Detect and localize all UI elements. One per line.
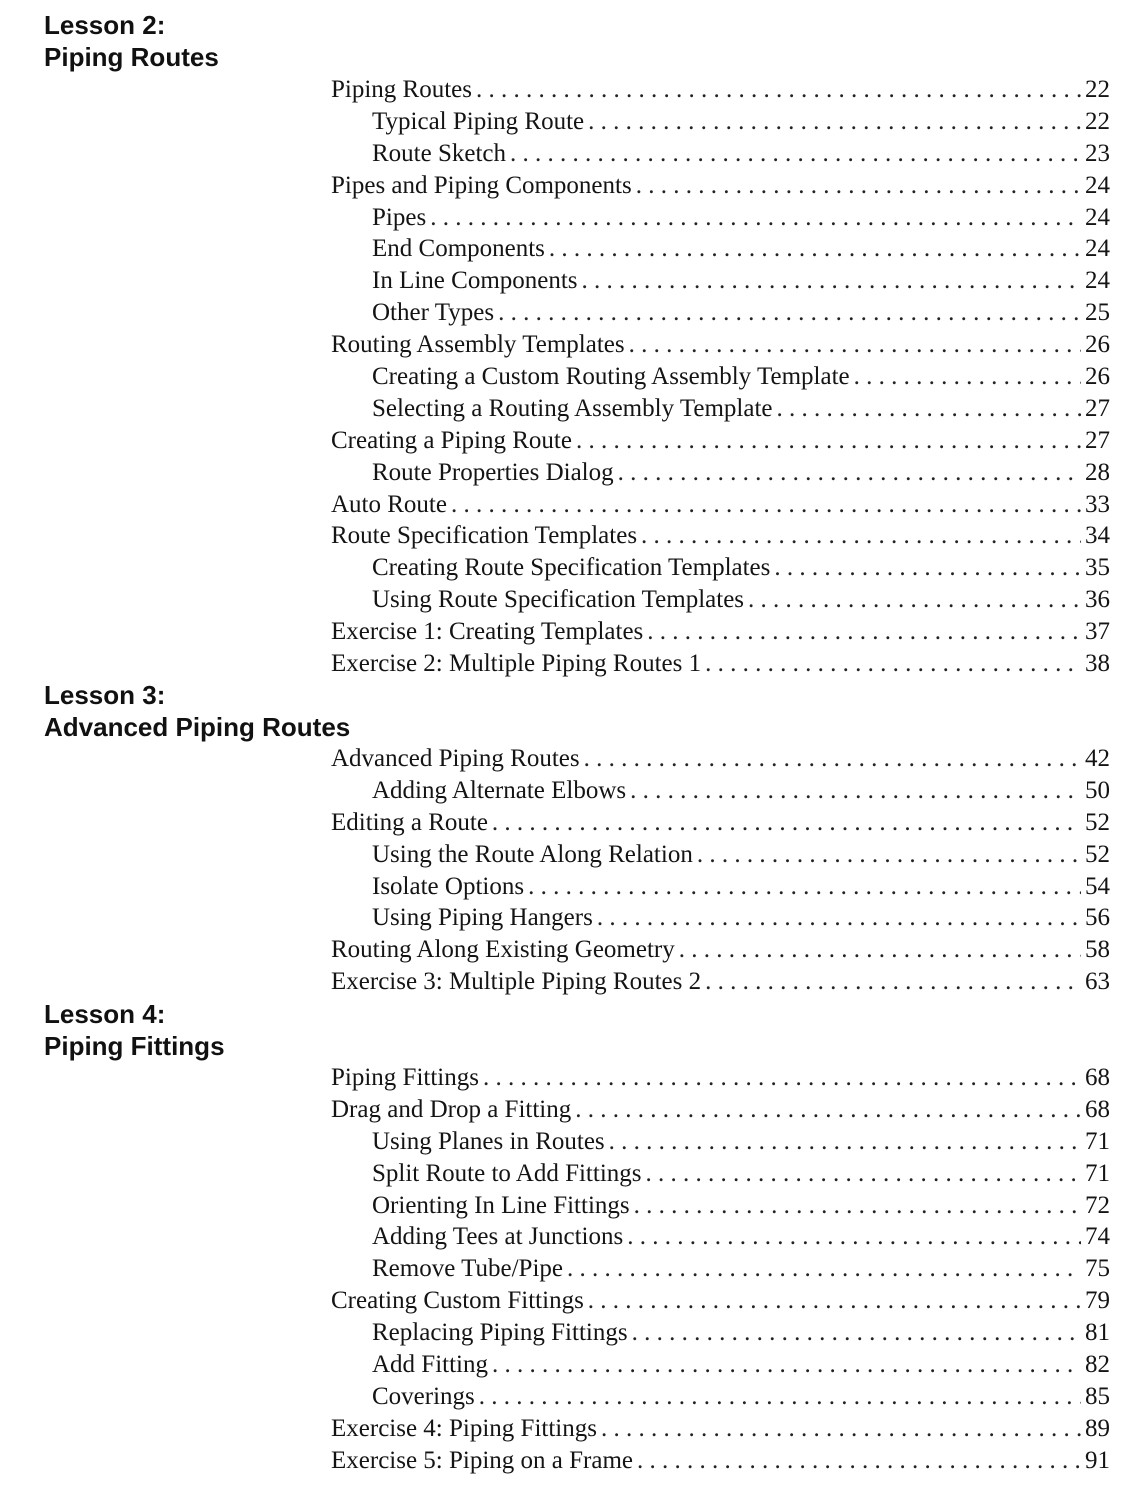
lesson-4-toc [0,1062,1146,1477]
toc-page-number: 34 [1085,522,1110,550]
lesson-title: Piping Fittings [44,1031,225,1061]
toc-entry[interactable] [331,425,1110,457]
dot-leader [476,74,1081,106]
toc-subentry[interactable] [372,297,1110,329]
dot-leader [647,616,1081,648]
toc-entry-title: End Components [372,235,545,263]
toc-page-number: 71 [1085,1127,1110,1155]
toc-entry-title: Using Planes in Routes [372,1127,605,1155]
dot-leader [679,934,1081,966]
dot-leader [854,361,1081,393]
dot-leader [451,489,1081,521]
dot-leader [576,425,1081,457]
toc-entry-title: Drag and Drop a Fitting [331,1095,572,1123]
toc-page-number: 89 [1085,1414,1110,1442]
toc-subentry[interactable] [372,361,1110,393]
toc-subentry[interactable] [372,1349,1110,1381]
dot-leader [646,1158,1082,1190]
dot-leader [588,1285,1081,1317]
lesson-label: Lesson 2: [44,10,166,40]
toc-entry[interactable] [331,170,1110,202]
toc-page-number: 42 [1085,745,1110,772]
toc-entry[interactable] [331,1285,1110,1317]
dot-leader [748,584,1081,616]
toc-page-number: 56 [1085,904,1110,932]
toc-subentry[interactable] [372,902,1110,934]
toc-page-number: 68 [1085,1095,1110,1123]
toc-page-number: 37 [1085,618,1110,646]
toc-subentry[interactable] [372,1381,1110,1413]
toc-page-number: 35 [1085,554,1110,582]
toc-subentry[interactable] [372,871,1110,903]
dot-leader [630,775,1081,807]
toc-entry-title: Routing Along Existing Geometry [331,936,675,964]
toc-subentry[interactable] [372,1253,1110,1285]
toc-subentry[interactable] [372,552,1110,584]
lesson-4-heading [44,998,225,1062]
dot-leader [609,1126,1081,1158]
toc-entry[interactable] [331,1445,1110,1477]
toc-entry-title: Adding Alternate Elbows [372,776,627,804]
toc-entry-title: Exercise 5: Piping on a Frame [331,1446,634,1474]
toc-entry-title: Orienting In Line Fittings [372,1191,630,1219]
lesson-title: Advanced Piping Routes [44,712,351,742]
toc-entry-title: Creating Custom Fittings [331,1287,584,1315]
dot-leader [582,265,1081,297]
toc-page-number: 82 [1085,1351,1110,1379]
toc-entry[interactable] [331,743,1110,775]
toc-entry[interactable] [331,329,1110,361]
dot-leader [697,839,1081,871]
dot-leader [636,170,1081,202]
dot-leader [528,871,1081,903]
dot-leader [510,138,1081,170]
toc-page-number: 26 [1085,331,1110,359]
toc-page-number: 38 [1085,650,1110,678]
dot-leader [705,648,1081,680]
toc-entry-title: Isolate Options [372,872,525,900]
dot-leader [632,1317,1081,1349]
toc-entry-title: Auto Route [331,490,447,518]
toc-subentry[interactable] [372,1158,1110,1190]
toc-entry-title: Piping Fittings [331,1064,479,1091]
toc-page-number: 24 [1085,235,1110,263]
dot-leader [774,552,1081,584]
dot-leader [629,329,1081,361]
toc-page-number: 24 [1085,203,1110,231]
toc-entry[interactable] [331,934,1110,966]
toc-page-number: 63 [1085,968,1110,996]
toc-entry-title: Other Types [372,299,495,327]
lesson-title: Piping Routes [44,42,219,72]
toc-subentry[interactable] [372,106,1110,138]
toc-subentry[interactable] [372,457,1110,489]
toc-entry-title: Pipes [372,203,427,231]
toc-subentry[interactable] [372,775,1110,807]
toc-subentry[interactable] [372,393,1110,425]
dot-leader [601,1413,1081,1445]
toc-page-number: 79 [1085,1287,1110,1315]
dot-leader [584,743,1081,775]
toc-entry[interactable] [331,807,1110,839]
toc-page-number: 50 [1085,776,1110,804]
dot-leader [430,202,1081,234]
toc-entry-title: Typical Piping Route [372,107,585,135]
lesson-2-toc [0,74,1146,680]
toc-page-number: 91 [1085,1446,1110,1474]
dot-leader [549,233,1081,265]
toc-entry[interactable] [331,1094,1110,1126]
lesson-3-heading [44,679,350,743]
toc-page-number: 27 [1085,426,1110,454]
dot-leader [637,1445,1081,1477]
toc-entry[interactable] [331,520,1110,552]
toc-subentry[interactable] [372,233,1110,265]
toc-entry-title: Using Route Specification Templates [372,586,745,614]
toc-page-number: 22 [1085,76,1110,103]
toc-entry-title: In Line Components [372,267,578,295]
toc-entry-title: Pipes and Piping Components [331,171,632,199]
dot-leader [492,1349,1081,1381]
toc-subentry[interactable] [372,138,1110,170]
dot-leader [627,1221,1081,1253]
toc-page-number: 22 [1085,107,1110,135]
toc-page-number: 26 [1085,363,1110,391]
toc-entry[interactable] [331,966,1110,998]
dot-leader [575,1094,1081,1126]
toc-entry-title: Piping Routes [331,76,472,103]
toc-entry-title: Creating a Piping Route [331,426,572,454]
lesson-label: Lesson 4: [44,999,166,1029]
dot-leader [567,1253,1081,1285]
toc-entry-title: Exercise 1: Creating Templates [331,618,644,646]
toc-page-number: 72 [1085,1191,1110,1219]
toc-page-number: 75 [1085,1255,1110,1283]
toc-page-number: 58 [1085,936,1110,964]
toc-page-number: 33 [1085,490,1110,518]
toc-page-number: 52 [1085,808,1110,836]
toc-entry-title: Route Sketch [372,139,507,167]
lesson-2-heading [44,9,219,73]
dot-leader [498,297,1081,329]
toc-entry-title: Exercise 3: Multiple Piping Routes 2 [331,968,702,996]
dot-leader [634,1190,1081,1222]
toc-page-number: 68 [1085,1064,1110,1091]
toc-entry-title: Split Route to Add Fittings [372,1159,642,1187]
toc-subentry[interactable] [372,202,1110,234]
toc-entry-title: Advanced Piping Routes [331,745,580,772]
toc-entry-title: Coverings [372,1382,475,1410]
toc-page-number: 52 [1085,840,1110,868]
toc-entry[interactable] [331,1413,1110,1445]
dot-leader [777,393,1081,425]
toc-entry-title: Using the Route Along Relation [372,840,693,868]
toc-subentry[interactable] [372,1317,1110,1349]
toc-entry-title: Using Piping Hangers [372,904,593,932]
toc-subentry[interactable] [372,1190,1110,1222]
toc-entry-title: Creating Route Specification Templates [372,554,771,582]
toc-page-number: 81 [1085,1319,1110,1347]
dot-leader [483,1062,1081,1094]
toc-page-number: 74 [1085,1223,1110,1251]
toc-page-number: 85 [1085,1382,1110,1410]
toc-subentry[interactable] [372,1221,1110,1253]
toc-entry-title: Adding Tees at Junctions [372,1223,624,1251]
toc-page-number: 54 [1085,872,1110,900]
toc-page-number: 27 [1085,394,1110,422]
toc-entry[interactable] [331,616,1110,648]
dot-leader [492,807,1081,839]
dot-leader [705,966,1081,998]
toc-entry-title: Selecting a Routing Assembly Template [372,394,773,422]
toc-page-number: 24 [1085,267,1110,295]
toc-entry-title: Creating a Custom Routing Assembly Template [372,363,850,391]
toc-entry-title: Route Properties Dialog [372,458,614,486]
dot-leader [588,106,1081,138]
toc-entry-title: Editing a Route [331,808,488,836]
toc-entry[interactable] [331,648,1110,680]
toc-subentry[interactable] [372,1126,1110,1158]
toc-page-number: 71 [1085,1159,1110,1187]
toc-page-number: 28 [1085,458,1110,486]
toc-page-number: 24 [1085,171,1110,199]
toc-entry-title: Add Fitting [372,1351,488,1379]
dot-leader [597,902,1081,934]
dot-leader [618,457,1081,489]
toc-entry-title: Route Specification Templates [331,522,638,550]
toc-entry-title: Replacing Piping Fittings [372,1319,628,1347]
toc-subentry[interactable] [372,265,1110,297]
toc-entry-title: Exercise 4: Piping Fittings [331,1414,597,1442]
toc-subentry[interactable] [372,839,1110,871]
toc-entry-title: Exercise 2: Multiple Piping Routes 1 [331,650,702,678]
toc-page-number: 36 [1085,586,1110,614]
toc-entry-title: Routing Assembly Templates [331,331,625,359]
dot-leader [479,1381,1081,1413]
toc-subentry[interactable] [372,584,1110,616]
toc-entry[interactable] [331,489,1110,521]
toc-entry[interactable] [331,74,1110,106]
toc-page-number: 23 [1085,139,1110,167]
toc-entry[interactable] [331,1062,1110,1094]
toc-page-number: 25 [1085,299,1110,327]
dot-leader [641,520,1081,552]
toc-entry-title: Remove Tube/Pipe [372,1255,563,1283]
lesson-3-toc [0,743,1146,998]
lesson-label: Lesson 3: [44,680,166,710]
